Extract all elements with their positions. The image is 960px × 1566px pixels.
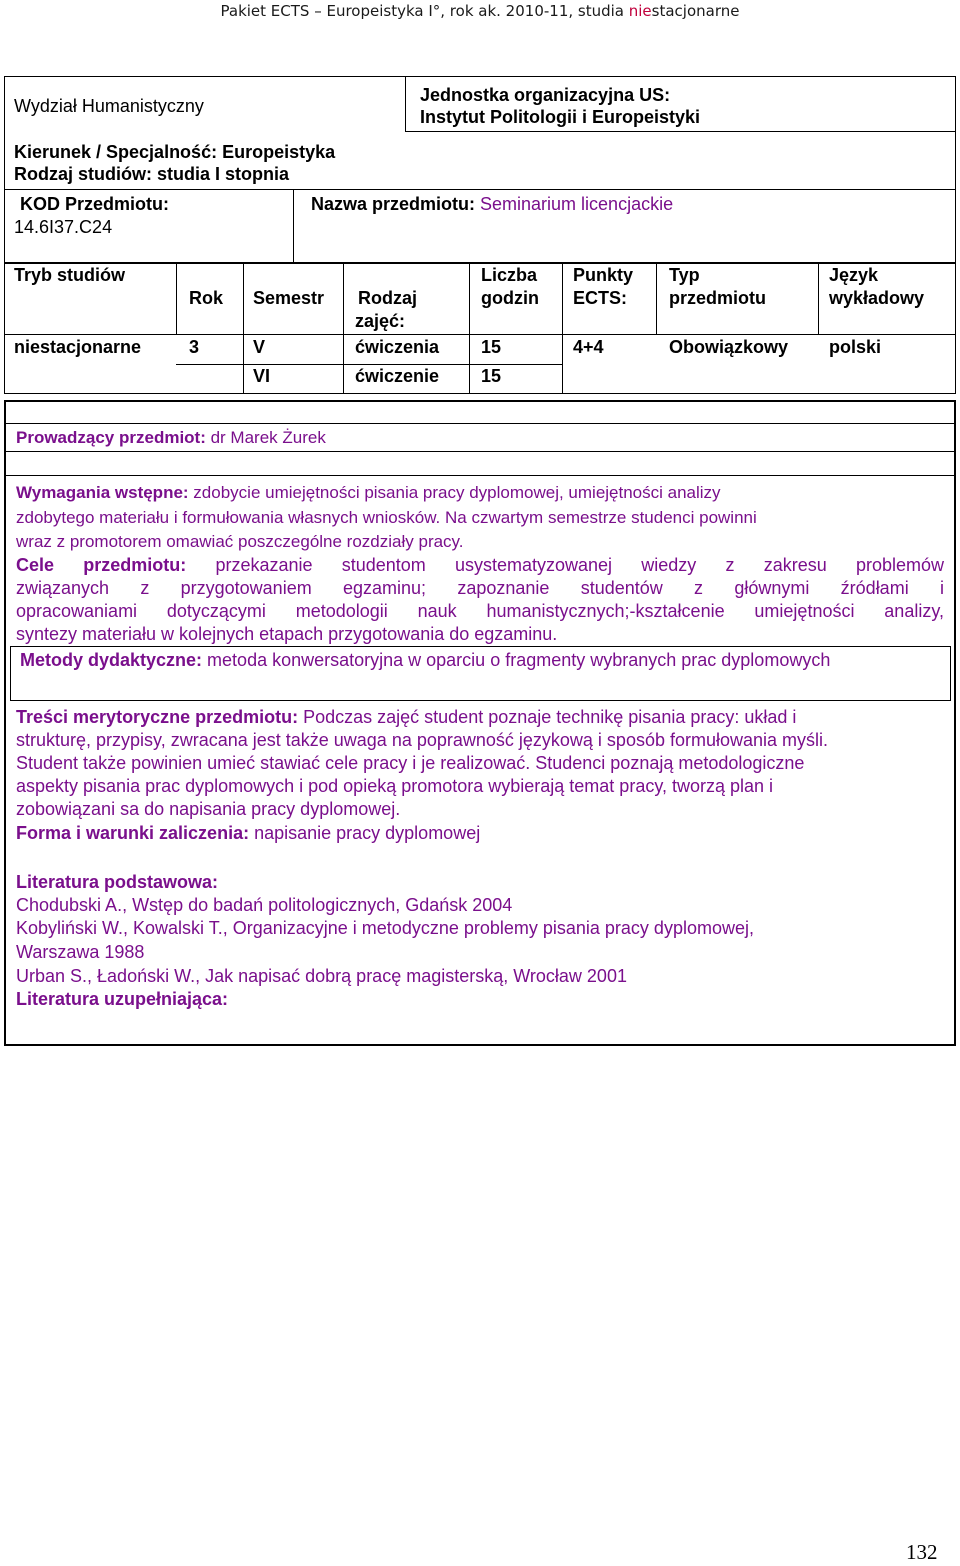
faculty: Wydział Humanistyczny [14, 96, 204, 116]
code-value: 14.6I37.C24 [14, 217, 113, 237]
assessment-value: napisanie pracy dyplomowej [249, 823, 481, 843]
methods [20, 649, 830, 671]
requirements-line1 [16, 482, 721, 503]
unit-label: Jednostka organizacyjna US: [420, 85, 671, 105]
methods-value: metoda konwersatoryjna w oparciu o fragmenty wybranych prac dyplomowych [202, 650, 831, 670]
running-header [0, 2, 960, 20]
goals-label: Cele przedmiotu: [16, 555, 187, 575]
assessment-label: Forma i warunki zaliczenia: [16, 823, 250, 843]
row2-semester: VI [253, 366, 271, 386]
row1-lang: polski [829, 337, 882, 357]
header-ects-2: ECTS: [573, 288, 627, 308]
header-lang-2: wykładowy [829, 288, 925, 308]
row1-ects: 4+4 [573, 337, 604, 357]
direction: Kierunek / Specjalność: Europeistyka [14, 142, 336, 162]
goals-line1 [16, 554, 944, 576]
subject-label: Nazwa przedmiotu: [311, 194, 481, 214]
content-text-5: zobowiązani sa do napisania pracy dyplomowej. [16, 799, 401, 819]
header-hours-2: godzin [481, 288, 539, 308]
row2-hours: 15 [481, 366, 502, 386]
unit-name: Instytut Politologii i Europeistyki [420, 107, 701, 127]
page-number: 132 [906, 1540, 938, 1564]
subject-name [311, 193, 673, 215]
goals-text-1: przekazanie studentom usystematyzowanej wiedzy z zakresu problemów [186, 555, 944, 575]
header-semester: Semestr [253, 288, 325, 308]
header-ects-1: Punkty [573, 265, 634, 285]
row1-mode: niestacjonarne [14, 337, 142, 357]
literature-basic-label: Literatura podstawowa: [16, 872, 219, 892]
literature-item: Warszawa 1988 [16, 942, 145, 962]
row1-type: Obowiązkowy [669, 337, 789, 357]
goals-text-4: syntezy materiału w kolejnych etapach przygotowania do egzaminu. [16, 624, 558, 644]
content-text-1: Podczas zajęć student poznaje technikę pisania pracy: układ i [298, 707, 797, 727]
assessment [16, 822, 480, 844]
literature-extra-label: Literatura uzupełniająca: [16, 989, 229, 1009]
content-label: Treści merytoryczne przedmiotu: [16, 707, 299, 727]
header-class-type-1: Rodzaj [358, 288, 418, 308]
literature-item: Kobyliński W., Kowalski T., Organizacyjne i metodyczne problemy pisania pracy dyplomowej, [16, 918, 754, 938]
goals-text-3: opracowaniami dotyczącymi metodologii nauk humanistycznych;-kształcenie umiejętności analizy, [16, 601, 944, 621]
row1-hours: 15 [481, 337, 502, 357]
row2-class-type: ćwiczenie [355, 366, 440, 386]
lecturer [16, 427, 326, 448]
running-header-part1: Pakiet ECTS – Europeistyka I°, rok ak. 2010-11, studia [220, 2, 629, 20]
methods-label: Metody dydaktyczne: [20, 650, 203, 670]
literature-item: Chodubski A., Wstęp do badań politologicznych, Gdańsk 2004 [16, 895, 513, 915]
header-mode: Tryb studiów [14, 265, 126, 285]
header-type-1: Typ [669, 265, 700, 285]
header-class-type-2: zajęć: [355, 311, 406, 331]
mode-table [4, 262, 956, 394]
content-text-3: Student także powinien umieć stawiać cele pracy i je realizować. Studenci poznają metodologiczne [16, 753, 805, 773]
goals-text-2: związanych z przygotowaniem egzaminu; zapoznanie studentów z głównymi źródłami i [16, 578, 944, 598]
requirements-text-2: zdobytego materiału i formułowania własnych wniosków. Na czwartym semestrze studenci powinni [16, 508, 757, 527]
running-header-part3: stacjonarne [651, 2, 740, 20]
content-line1 [16, 706, 796, 728]
row1-year: 3 [189, 337, 200, 357]
code-label: KOD Przedmiotu: [20, 194, 170, 214]
requirements-label: Wymagania wstępne: [16, 483, 189, 502]
content-text-4: aspekty pisania prac dyplomowych i pod opieką promotora wybierają temat pracy, tworzą plan i [16, 776, 774, 796]
requirements-text-3: wraz z promotorem omawiać poszczególne rozdziały pracy. [16, 532, 464, 551]
header-hours-1: Liczba [481, 265, 538, 285]
subject-value: Seminarium licencjackie [480, 194, 674, 214]
lecturer-label: Prowadzący przedmiot: [16, 428, 206, 447]
header-lang-1: Język [829, 265, 879, 285]
lecturer-value: dr Marek Żurek [205, 428, 326, 447]
study-type: Rodzaj studiów: studia I stopnia [14, 164, 290, 184]
row1-semester: V [253, 337, 266, 357]
content-text-2: strukturę, przypisy, zwracana jest także uwaga na poprawność językową i sposób formułowania myśli. [16, 730, 829, 750]
header-type-2: przedmiotu [669, 288, 766, 308]
running-header-highlight: nie [628, 2, 652, 20]
requirements-text-1: zdobycie umiejętności pisania pracy dyplomowej, umiejętności analizy [188, 483, 721, 502]
row1-class-type: ćwiczenia [355, 337, 440, 357]
literature-item: Urban S., Ładoński W., Jak napisać dobrą pracę magisterską, Wrocław 2001 [16, 966, 627, 986]
header-year: Rok [189, 288, 224, 308]
